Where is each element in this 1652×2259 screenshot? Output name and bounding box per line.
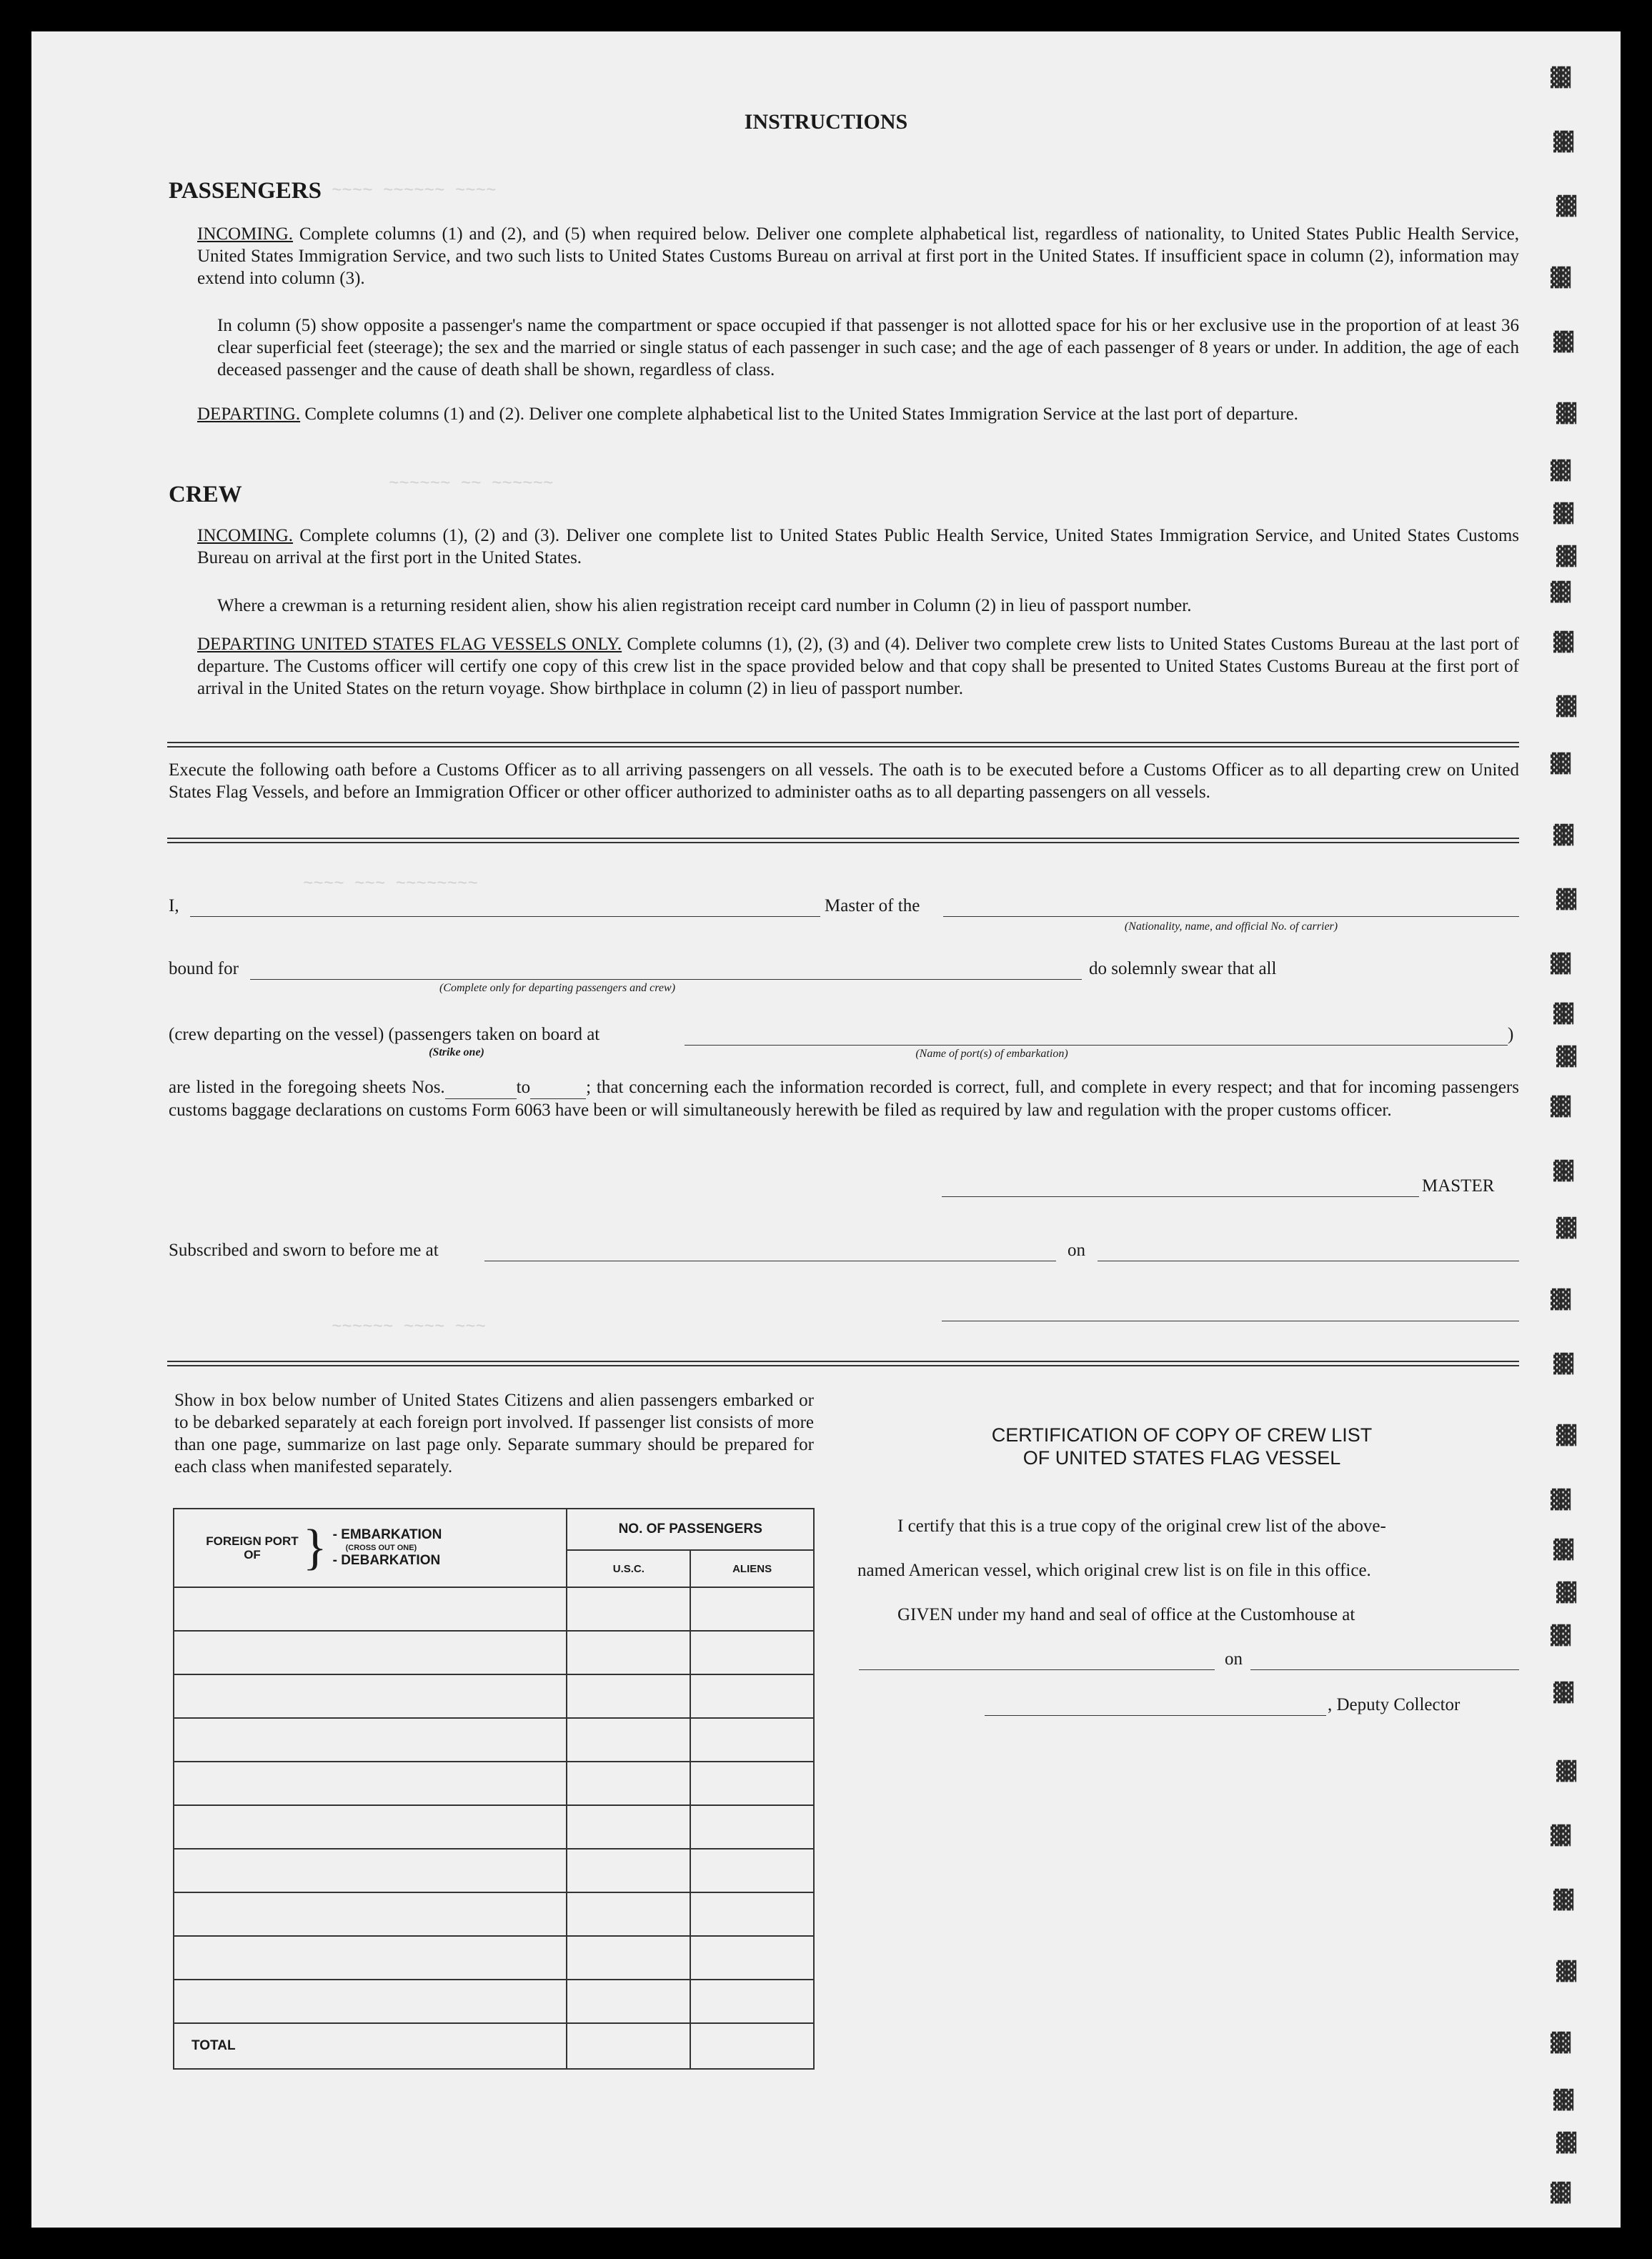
aliens-cell[interactable] bbox=[690, 1936, 814, 1980]
aliens-cell[interactable] bbox=[690, 1718, 814, 1762]
strike-one-caption: (Strike one) bbox=[429, 1046, 484, 1058]
table-row bbox=[174, 1674, 814, 1718]
smudge-mark: ▓▓ bbox=[1556, 1961, 1575, 1982]
usc-cell[interactable] bbox=[567, 1980, 690, 2023]
resident-alien-paragraph: Where a crewman is a returning resident alien, show his alien registration receipt card number in Column (2) in lieu of passport number. bbox=[217, 596, 1192, 615]
smudge-mark: ▓▓ bbox=[1551, 753, 1569, 775]
departing-text: Complete columns (1) and (2). Deliver one complete alphabetical list to the United States Immigration Service at the last port of departure. bbox=[300, 404, 1298, 424]
smudge-mark: ▓▓ bbox=[1553, 1682, 1572, 1704]
given-line: GIVEN under my hand and seal of office at the Customhouse at bbox=[897, 1605, 1355, 1624]
certification-title bbox=[846, 1424, 1518, 1469]
bleed-through-text: ~~~~~~ ~~ ~~~~~~ bbox=[389, 475, 554, 494]
passengers-incoming-paragraph bbox=[197, 223, 1519, 289]
aliens-cell[interactable] bbox=[690, 1849, 814, 1892]
usc-cell[interactable] bbox=[567, 1849, 690, 1892]
smudge-mark: ▓▓ bbox=[1551, 1289, 1569, 1311]
incoming-label: INCOMING. bbox=[197, 526, 294, 545]
cert-date-field[interactable] bbox=[1250, 1669, 1519, 1670]
aliens-cell[interactable] bbox=[690, 1892, 814, 1936]
listed-paragraph bbox=[169, 1076, 1519, 1121]
smudge-mark: ▓▓ bbox=[1551, 1625, 1569, 1647]
smudge-mark: ▓▓ bbox=[1551, 2183, 1569, 2204]
smudge-mark: ▓▓ bbox=[1553, 2090, 1572, 2111]
usc-cell[interactable] bbox=[567, 1805, 690, 1849]
section-divider bbox=[167, 838, 1519, 843]
brace-glyph: } bbox=[303, 1520, 327, 1575]
port-summary-table bbox=[173, 1508, 815, 2070]
aliens-cell[interactable] bbox=[690, 1762, 814, 1805]
sheet-to-field[interactable] bbox=[530, 1076, 586, 1099]
no-passengers-header: NO. OF PASSENGERS bbox=[567, 1509, 814, 1550]
port-cell[interactable] bbox=[174, 1936, 567, 1980]
smudge-mark: ▓▓ bbox=[1556, 1046, 1575, 1068]
usc-header: U.S.C. bbox=[567, 1550, 690, 1587]
i-label: I, bbox=[169, 896, 179, 915]
crew-incoming-paragraph bbox=[197, 525, 1519, 569]
embarkation-port-field[interactable] bbox=[685, 1045, 1508, 1046]
smudge-mark: ▓▓ bbox=[1551, 1096, 1569, 1118]
embarkation-caption: (Name of port(s) of embarkation) bbox=[915, 1048, 1068, 1060]
port-cell[interactable] bbox=[174, 1892, 567, 1936]
port-cell[interactable] bbox=[174, 1674, 567, 1718]
smudge-mark: ▓▓ bbox=[1551, 267, 1569, 289]
smudge-mark: ▓▓ bbox=[1551, 2032, 1569, 2054]
smudge-mark: ▓▓ bbox=[1553, 1354, 1572, 1375]
usc-cell[interactable] bbox=[567, 1631, 690, 1674]
carrier-field[interactable] bbox=[943, 916, 1519, 917]
on-label: on bbox=[1068, 1241, 1085, 1260]
listed-to: to bbox=[516, 1078, 531, 1097]
table-row bbox=[174, 1849, 814, 1892]
smudge-mark: ▓▓ bbox=[1556, 1425, 1575, 1446]
bleed-through-text: ~~~~~~ ~~~~ ~~~ bbox=[332, 1318, 487, 1337]
table-row bbox=[174, 1805, 814, 1849]
certify-line1: I certify that this is a true copy of the original crew list of the above- bbox=[897, 1516, 1386, 1536]
table-row bbox=[174, 1587, 814, 1631]
master-signature-field[interactable] bbox=[942, 1196, 1419, 1197]
section-divider bbox=[167, 742, 1519, 748]
usc-cell[interactable] bbox=[567, 1762, 690, 1805]
smudge-mark: ▓▓ bbox=[1556, 1218, 1575, 1239]
solemnly-swear-label: do solemnly swear that all bbox=[1089, 959, 1277, 978]
sheet-from-field[interactable] bbox=[445, 1076, 517, 1099]
column5-paragraph: In column (5) show opposite a passenger's name the compartment or space occupied if that passenger is not allotted space for his or her exclusive use in the proportion of at least 36 clear superficial feet (steerage); the sex and the married or single status of each passenger in such case; and the age of each passenger of 8 years or under. In addition, the age of each deceased passenger and the cause of death shall be shown, regardless of class. bbox=[217, 316, 1519, 379]
document-page bbox=[31, 31, 1621, 2228]
usc-cell[interactable] bbox=[567, 1587, 690, 1631]
master-of-label: Master of the bbox=[825, 896, 920, 915]
total-aliens-cell[interactable] bbox=[690, 2023, 814, 2069]
smudge-mark: ▓▓ bbox=[1553, 1539, 1572, 1561]
aliens-header: ALIENS bbox=[690, 1550, 814, 1587]
crew-departing-label: (crew departing on the vessel) (passengers taken on board at bbox=[169, 1025, 600, 1044]
total-usc-cell[interactable] bbox=[567, 2023, 690, 2069]
table-row bbox=[174, 1631, 814, 1674]
smudge-mark: ▓▓ bbox=[1553, 1003, 1572, 1025]
passengers-heading: PASSENGERS bbox=[169, 178, 322, 204]
port-cell[interactable] bbox=[174, 1587, 567, 1631]
incoming-text: Complete columns (1) and (2), and (5) when required below. Deliver one complete alphabetical list, regardless of nationality, to United States Public Health Service, United States Immigration Service, and two such lists to United States Customs Bureau on arrival at first port in the United States. If insufficient space in column (2), information may extend into column (3). bbox=[197, 224, 1519, 288]
bound-for-label: bound for bbox=[169, 959, 239, 978]
cert-on-label: on bbox=[1225, 1649, 1243, 1669]
port-cell[interactable] bbox=[174, 1980, 567, 2023]
smudge-mark: ▓▓ bbox=[1556, 2133, 1575, 2154]
smudge-mark: ▓▓ bbox=[1553, 825, 1572, 846]
certification-title-line2: OF UNITED STATES FLAG VESSEL bbox=[1022, 1447, 1341, 1469]
smudge-mark: ▓▓ bbox=[1551, 460, 1569, 482]
port-cell[interactable] bbox=[174, 1849, 567, 1892]
port-cell[interactable] bbox=[174, 1762, 567, 1805]
smudge-mark: ▓▓ bbox=[1553, 1890, 1572, 1911]
smudge-mark: ▓▓ bbox=[1556, 696, 1575, 718]
smudge-mark: ▓▓ bbox=[1556, 546, 1575, 567]
smudge-mark: ▓▓ bbox=[1551, 1825, 1569, 1847]
foreign-port-label: FOREIGN PORT OF bbox=[206, 1534, 299, 1562]
listed-text-b: ; that concerning each the information recorded is correct, full, and complete in every respect; and that for incoming passengers customs baggage declarations on customs Form 6063 have been or will simultaneously herewith be filed as required by law and regulation with the proper customs officer. bbox=[169, 1078, 1519, 1120]
carrier-caption: (Nationality, name, and official No. of carrier) bbox=[1124, 920, 1338, 933]
certification-title-line1: CERTIFICATION OF COPY OF CREW LIST bbox=[991, 1424, 1373, 1446]
smudge-mark: ▓▓ bbox=[1556, 196, 1575, 217]
table-row bbox=[174, 1892, 814, 1936]
table-row bbox=[174, 1936, 814, 1980]
port-cell[interactable] bbox=[174, 1631, 567, 1674]
section-divider bbox=[167, 1361, 1519, 1366]
port-cell[interactable] bbox=[174, 1718, 567, 1762]
subscribed-label: Subscribed and sworn to before me at bbox=[169, 1241, 439, 1260]
certify-line2: named American vessel, which original crew list is on file in this office. bbox=[857, 1561, 1371, 1580]
smudge-mark: ▓▓ bbox=[1556, 403, 1575, 425]
deputy-signature-field[interactable] bbox=[985, 1715, 1326, 1716]
master-name-field[interactable] bbox=[190, 916, 820, 917]
summary-instruction: Show in box below number of United States Citizens and alien passengers embarked or to be debarked separately at each foreign port involved. If passenger list consists of more than one page, summarize on last page only. Separate summary should be prepared for each class when manifested separately. bbox=[174, 1391, 814, 1476]
smudge-mark: ▓▓ bbox=[1553, 632, 1572, 653]
bound-for-caption: (Complete only for departing passengers and crew) bbox=[439, 982, 676, 994]
table-row bbox=[174, 1718, 814, 1762]
page-title: INSTRUCTIONS bbox=[744, 110, 908, 134]
passengers-departing-paragraph bbox=[197, 403, 1519, 425]
smudge-mark: ▓▓ bbox=[1556, 889, 1575, 910]
total-label: TOTAL bbox=[174, 2023, 567, 2069]
bleed-through-text: ~~~~ ~~~ ~~~~~~~~ bbox=[303, 875, 478, 894]
oath-intro-paragraph: Execute the following oath before a Customs Officer as to all arriving passengers on all vessels. The oath is to be executed before a Customs Officer as to all departing crew on United States Flag Vessels, and before an Immigration Officer or other officer authorized to administer oaths as to all departing passengers on all vessels. bbox=[169, 760, 1519, 802]
smudge-mark: ▓▓ bbox=[1553, 131, 1572, 153]
smudge-mark: ▓▓ bbox=[1551, 953, 1569, 975]
close-paren: ) bbox=[1508, 1025, 1514, 1044]
departing-label: DEPARTING. bbox=[197, 404, 301, 424]
embarkation-option[interactable]: - EMBARKATION bbox=[332, 1527, 442, 1542]
smudge-mark: ▓▓ bbox=[1556, 1761, 1575, 1782]
smudge-mark: ▓▓ bbox=[1556, 1582, 1575, 1604]
usc-cell[interactable] bbox=[567, 1674, 690, 1718]
aliens-cell[interactable] bbox=[690, 1587, 814, 1631]
debarkation-option[interactable]: - DEBARKATION bbox=[332, 1553, 441, 1568]
usc-cell[interactable] bbox=[567, 1936, 690, 1980]
smudge-mark: ▓▓ bbox=[1551, 1489, 1569, 1511]
table-row bbox=[174, 1980, 814, 2023]
usc-cell[interactable] bbox=[567, 1892, 690, 1936]
smudge-mark: ▓▓ bbox=[1553, 1161, 1572, 1182]
aliens-cell[interactable] bbox=[690, 1674, 814, 1718]
usc-cell[interactable] bbox=[567, 1718, 690, 1762]
foreign-port-header bbox=[174, 1509, 567, 1587]
customhouse-field[interactable] bbox=[859, 1669, 1215, 1670]
smudge-mark: ▓▓ bbox=[1551, 582, 1569, 603]
bound-for-field[interactable] bbox=[250, 979, 1082, 980]
crew-departing-paragraph bbox=[197, 633, 1519, 700]
smudge-mark: ▓▓ bbox=[1553, 503, 1572, 525]
aliens-cell[interactable] bbox=[690, 1980, 814, 2023]
master-label: MASTER bbox=[1422, 1176, 1495, 1196]
cross-out-note: (CROSS OUT ONE) bbox=[345, 1544, 417, 1552]
bleed-through-text: ~~~~ ~~~~~~ ~~~~ bbox=[332, 182, 497, 201]
departing-label: DEPARTING UNITED STATES FLAG VESSELS ONLY. bbox=[197, 635, 622, 654]
smudge-mark: ▓▓ bbox=[1551, 67, 1569, 89]
incoming-label: INCOMING. bbox=[197, 224, 294, 244]
deputy-collector-label: , Deputy Collector bbox=[1328, 1695, 1461, 1714]
incoming-text: Complete columns (1), (2) and (3). Deliver one complete list to United States Public Health Service, United States Immigration Service, and United States Customs Bureau on arrival at the first port in the United States. bbox=[197, 526, 1519, 567]
aliens-cell[interactable] bbox=[690, 1631, 814, 1674]
aliens-cell[interactable] bbox=[690, 1805, 814, 1849]
table-row bbox=[174, 1762, 814, 1805]
smudge-mark: ▓▓ bbox=[1553, 332, 1572, 353]
departing-text: Complete columns (1), (2), (3) and (4). Deliver two complete crew lists to United States Customs Bureau at the last port of departure. The Customs officer will certify one copy of this crew list in the space provided below and that copy shall be presented to United States Customs Bureau at the first port of arrival in the United States on the return voyage. Show birthplace in column (2) in lieu of passport number. bbox=[197, 635, 1519, 698]
listed-text-a: are listed in the foregoing sheets Nos. bbox=[169, 1078, 445, 1097]
crew-heading: CREW bbox=[169, 482, 242, 507]
port-cell[interactable] bbox=[174, 1805, 567, 1849]
